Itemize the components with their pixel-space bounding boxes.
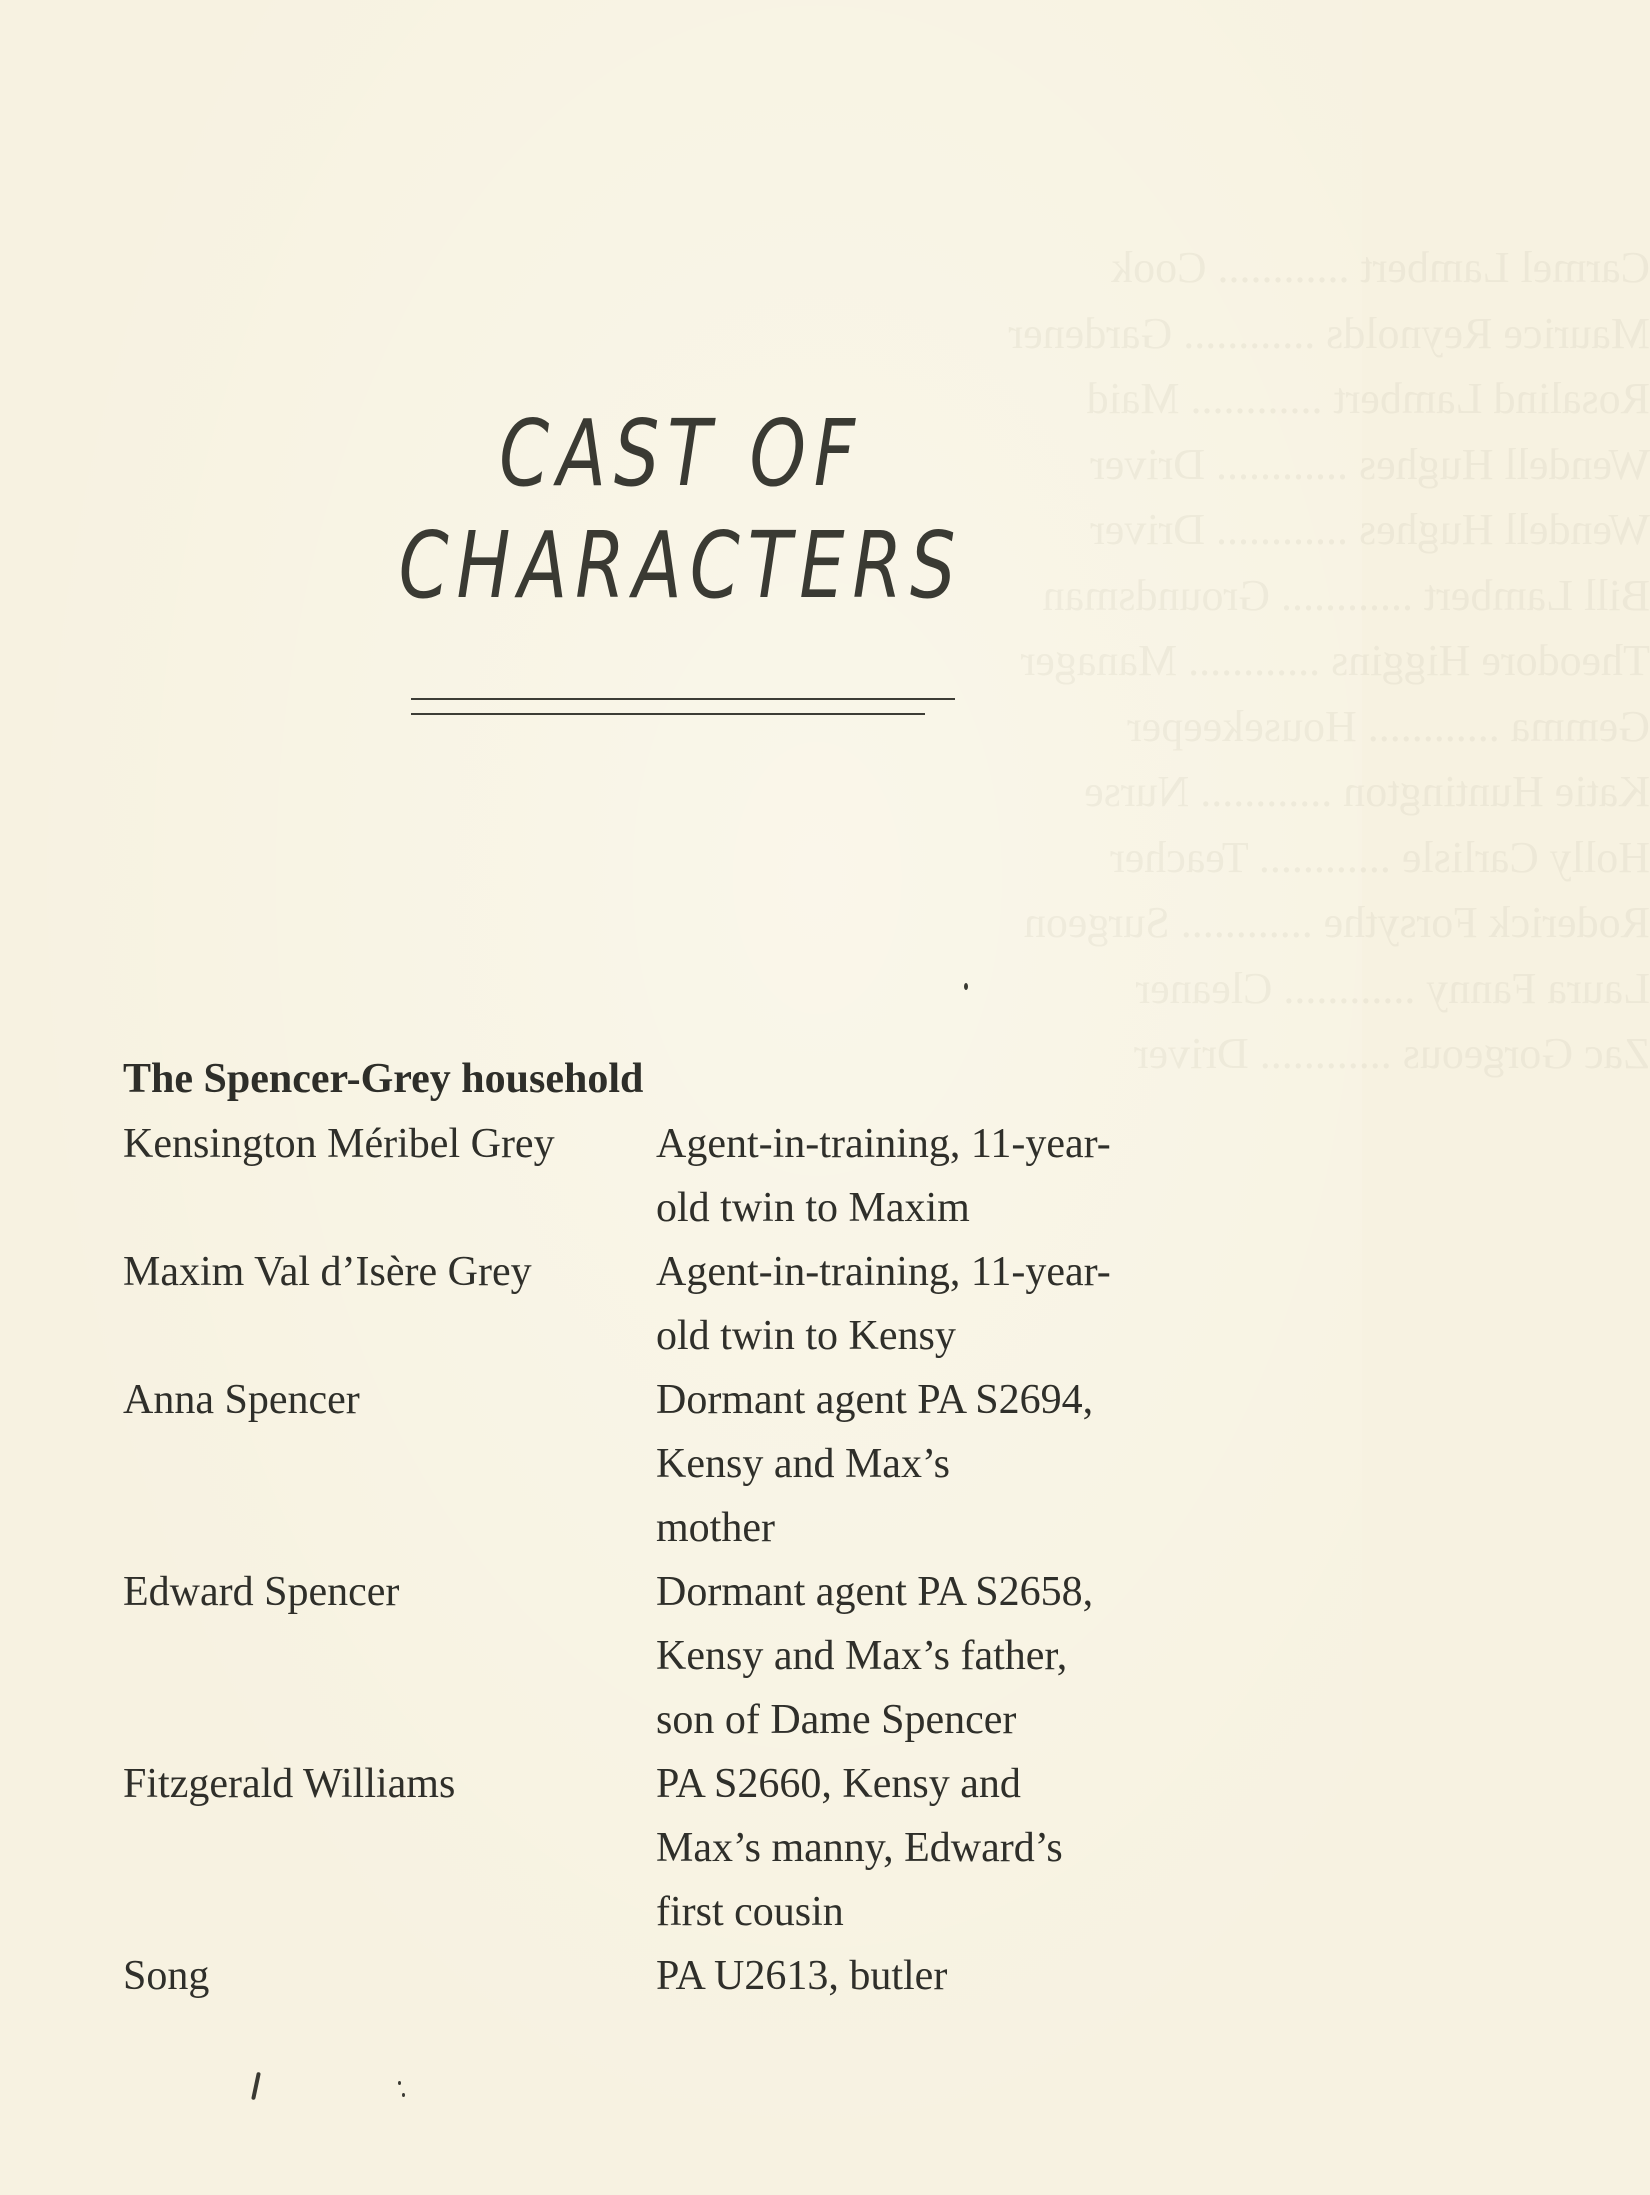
character-name: Anna Spencer (123, 1377, 360, 1423)
description-line: Max’s manny, Edward’s (656, 1825, 1063, 1871)
page-title (150, 398, 1212, 622)
character-name: Fitzgerald Williams (123, 1761, 456, 1807)
cast-row (123, 1560, 1243, 1752)
description-line: first cousin (656, 1889, 844, 1935)
paper-speck (964, 983, 968, 990)
show-through-texture: Carmel Lambert ............ Cook Maurice Reynolds ............ Gardener Rosalind Lambert ............ Maid Wendell Hughes ............ Driver Wendell Hughes ............ Driver Bill Lambert ............ Groundsman Theodore Higgins ............ Manager Gemma ............ Housekeeper Katie Huntington ............ Nurse Holly Carlisle ............ Teacher Roderick Forsythe ............ Surgeon Laura Fanny ............ Cleaner Zac Gorgeous ............ Driver (1008, 243, 1650, 1078)
description-line: old twin to Kensy (656, 1313, 956, 1359)
cast-row (123, 1368, 1243, 1560)
character-name: Kensington Méribel Grey (123, 1121, 555, 1167)
paper-speck (251, 2072, 261, 2100)
paper-speck (398, 2081, 401, 2085)
description-line: PA S2660, Kensy and (656, 1761, 1021, 1807)
description-line: PA U2613, butler (656, 1953, 948, 1999)
description-line: Kensy and Max’s father, (656, 1633, 1068, 1679)
cast-row (123, 1752, 1243, 1944)
title-line-2: CHARACTERS (398, 512, 964, 619)
character-description (656, 1752, 1216, 1944)
cast-row (123, 1112, 1243, 1240)
description-line: son of Dame Spencer (656, 1697, 1017, 1743)
title-underline-top (411, 698, 955, 700)
cast-row (123, 1240, 1243, 1368)
description-line: Agent-in-training, 11-year- (656, 1249, 1111, 1295)
title-line-1: CAST OF (499, 400, 863, 507)
description-line: Dormant agent PA S2694, (656, 1377, 1094, 1423)
description-line: old twin to Maxim (656, 1185, 970, 1231)
character-description (656, 1112, 1216, 1240)
description-line: Agent-in-training, 11-year- (656, 1121, 1111, 1167)
section-heading: The Spencer-Grey household (123, 1056, 644, 1102)
character-description (656, 1944, 1216, 2008)
cast-list (123, 1112, 1243, 2008)
cast-row (123, 1944, 1243, 2008)
paper-speck (402, 2093, 405, 2097)
character-name: Maxim Val d’Isère Grey (123, 1249, 532, 1295)
character-description (656, 1240, 1216, 1368)
description-line: Dormant agent PA S2658, (656, 1569, 1094, 1615)
description-line: Kensy and Max’s (656, 1441, 950, 1487)
title-underline-bottom (411, 713, 925, 715)
character-description (656, 1560, 1216, 1752)
character-name: Song (123, 1953, 210, 1999)
character-name: Edward Spencer (123, 1569, 400, 1615)
character-description (656, 1368, 1216, 1560)
description-line: mother (656, 1505, 775, 1551)
